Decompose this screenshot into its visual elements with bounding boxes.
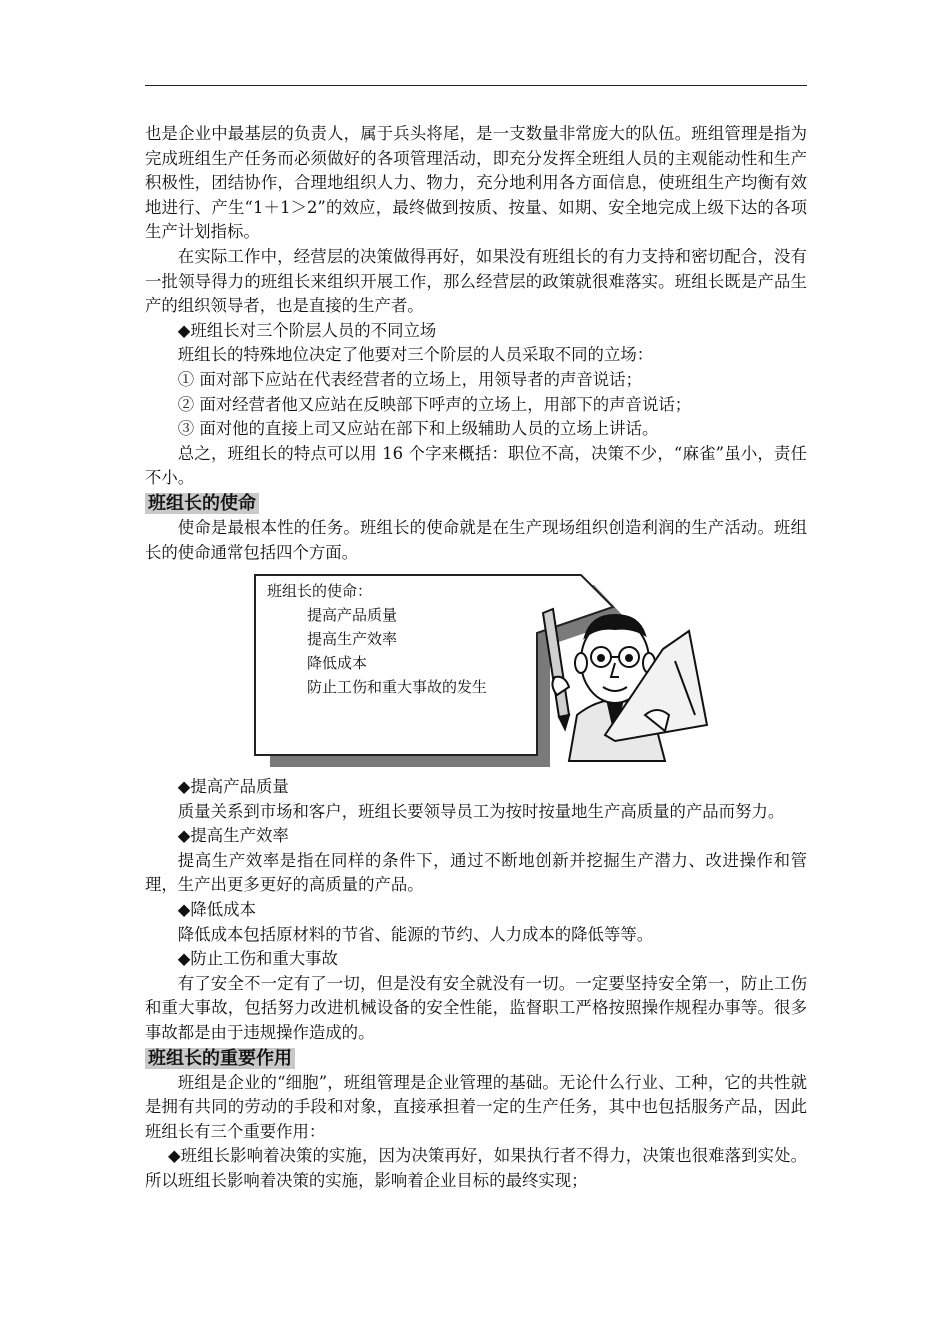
list-item: ② 面对经营者他又应站在反映部下呼声的立场上，用部下的声音说话； [177,394,692,414]
figure-item: 降低成本 [307,654,368,673]
section-heading-text: 班组长的重要作用 [145,1048,295,1069]
section-heading [145,491,807,516]
bullet-heading: ◆提高产品质量 [177,777,289,797]
figure-item: 提高产品质量 [307,606,398,625]
paragraph: 降低成本包括原材料的节省、能源的节约、人力成本的降低等等。 [177,924,654,944]
bullet-heading: ◆提高生产效率 [177,826,289,846]
mission-illustration [145,565,807,775]
bullet-heading: ◆班组长对三个阶层人员的不同立场 [177,320,437,340]
paragraph: 有了安全不一定有了一切，但是没有安全就没有一切。一定要坚持安全第一，防止工伤和重大事故，包括努力改进机械设备的安全性能，监督职工严格按照操作规程办事等。很多事故都是由于违规操作造成的。 [145,973,807,1043]
paragraph: 使命是最根本性的任务。班组长的使命就是在生产现场组织创造利润的生产活动。班组长的使命通常包括四个方面。 [145,517,807,562]
section-heading [145,1046,807,1071]
paragraph: 提高生产效率是指在同样的条件下，通过不断地创新并挖掘生产潜力、改进操作和管理，生产出更多更好的高质量的产品。 [145,850,807,895]
paragraph: 质量关系到市场和客户，班组长要领导员工为按时按量地生产高质量的产品而努力。 [177,801,785,821]
bullet-heading: ◆防止工伤和重大事故 [177,949,338,969]
paragraph: 在实际工作中，经营层的决策做得再好，如果没有班组长的有力支持和密切配合，没有一批领导得力的班组长来组织开展工作，那么经营层的政策就很难落实。班组长既是产品生产的组织领导者，也是直接的生产者。 [145,246,807,316]
paragraph: 也是企业中最基层的负责人，属于兵头将尾，是一支数量非常庞大的队伍。班组管理是指为完成班组生产任务而必须做好的各项管理活动，即充分发挥全班组人员的主观能动性和生产积极性，团结协作，合理地组织人力、物力，充分地利用各方面信息，使班组生产均衡有效地进行、产生“1＋1＞2”的效应，最终做到按质、按量、如期、安全地完成上级下达的各项生产计划指标。 [145,124,807,242]
header-rule [145,85,807,86]
list-item: ③ 面对他的直接上司又应站在部下和上级辅助人员的立场上讲话。 [177,419,659,439]
bullet-heading: ◆降低成本 [177,900,256,920]
page-body [145,122,807,1194]
section-heading-text: 班组长的使命 [145,493,259,514]
paragraph: 总之，班组长的特点可以用 16 个字来概括：职位不高，决策不少，“麻雀”虽小，责任不小。 [145,443,807,488]
paragraph: 班组长的特殊地位决定了他要对三个阶层的人员采取不同的立场： [177,345,654,365]
speech-bubble-illustration [145,565,807,775]
figure-item: 防止工伤和重大事故的发生 [307,678,488,697]
list-item: ① 面对部下应站在代表经营者的立场上，用领导者的声音说话； [177,369,642,389]
paragraph: ◆班组长影响着决策的实施，因为决策再好，如果执行者不得力，决策也很难落到实处。所以班组长影响着决策的实施，影响着企业目标的最终实现； [145,1146,807,1190]
paragraph: 班组是企业的“细胞”，班组管理是企业管理的基础。无论什么行业、工种，它的共性就是拥有共同的劳动的手段和对象，直接承担着一定的生产任务，其中也包括服务产品，因此班组长有三个重要作用： [145,1072,807,1141]
figure-item: 提高生产效率 [307,630,398,649]
figure-title: 班组长的使命： [267,582,373,601]
